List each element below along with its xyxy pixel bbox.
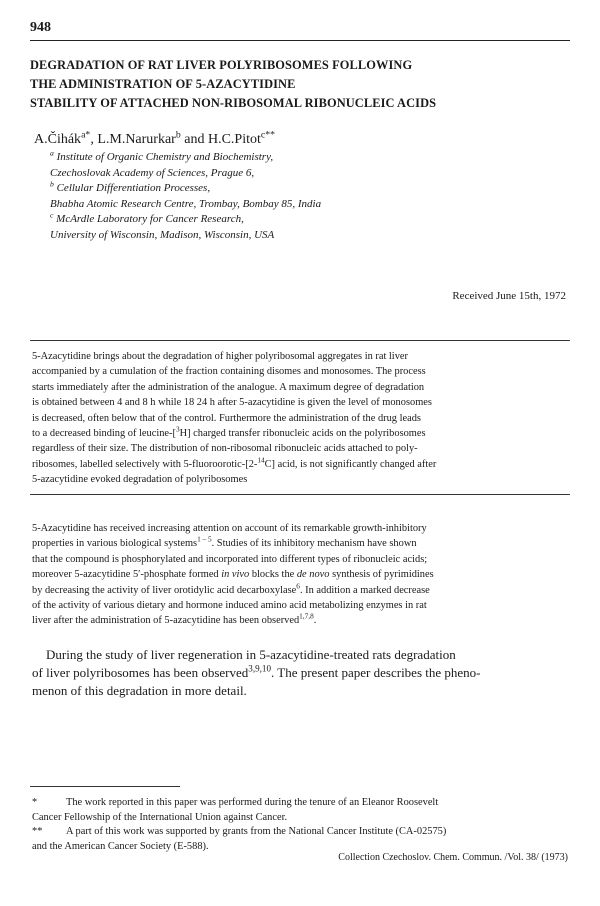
abstract-line bbox=[32, 457, 568, 472]
title-line: THE ADMINISTRATION OF 5-AZACYTIDINE bbox=[30, 77, 296, 91]
affiliation-line bbox=[50, 166, 321, 182]
text-run: During the study of liver regeneration in 5-azacytidine-treated rats degradation bbox=[46, 647, 456, 662]
affiliation-marker: b bbox=[50, 179, 54, 189]
text-run: is obtained between 4 and 8 h while 18 24 h after 5-azacytidine is given the level of monosomes bbox=[32, 397, 432, 409]
abstract bbox=[32, 349, 568, 488]
reference-superscript: 3,9,10 bbox=[248, 663, 271, 674]
text-run: that the compound is phosphorylated and incorporated into different types of ribonucleic acids; bbox=[32, 553, 428, 565]
text-run: . In addition a marked decrease bbox=[299, 584, 430, 596]
header-rule bbox=[30, 40, 570, 41]
abstract-line bbox=[32, 364, 568, 379]
body-line bbox=[32, 583, 568, 598]
affiliation-line bbox=[50, 212, 321, 228]
text-run: menon of this degradation in more detail. bbox=[32, 683, 247, 698]
footnote-continuation: Cancer Fellowship of the International Union against Cancer. bbox=[32, 811, 288, 823]
affiliation-text: University of Wisconsin, Madison, Wisconsin, USA bbox=[50, 228, 275, 241]
text-run: 5-Azacytidine brings about the degradation of higher polyribosomal aggregates in rat liver bbox=[32, 351, 408, 362]
affiliation-text: Bhabha Atomic Research Centre, Trombay, Bombay 85, India bbox=[50, 197, 322, 210]
text-run: accompanied by a cumulation of the fraction containing disomes and monosomes. The process bbox=[32, 366, 426, 378]
abstract-bottom-rule bbox=[30, 494, 570, 495]
body-line bbox=[32, 552, 568, 567]
received-date: Received June 15th, 1972 bbox=[452, 290, 566, 302]
body-line bbox=[32, 664, 568, 682]
italic-term: in vivo bbox=[221, 569, 250, 581]
abstract-line bbox=[32, 426, 568, 441]
author-separator: and bbox=[180, 132, 208, 147]
text-run: liver after the administration of 5-azacytidine has been observed bbox=[32, 615, 300, 627]
body-line bbox=[32, 646, 568, 664]
abstract-line bbox=[32, 349, 568, 364]
body-line bbox=[32, 613, 568, 628]
text-run: properties in various biological systems bbox=[32, 538, 198, 550]
text-run: H] charged transfer ribonucleic acids on the polyribosomes bbox=[179, 428, 426, 440]
affiliation-marker: c bbox=[50, 210, 54, 220]
author-name: H.C.Pitot bbox=[207, 132, 261, 147]
affiliation-line bbox=[50, 197, 321, 213]
footnote bbox=[32, 825, 568, 840]
reference-superscript: 1,7,8 bbox=[299, 612, 314, 621]
footnote-continuation: and the American Cancer Society (E-588). bbox=[32, 840, 209, 852]
text-run: 5-azacytidine evoked degradation of polyribosomes bbox=[32, 474, 248, 486]
isotope-superscript: 3 bbox=[175, 425, 180, 434]
text-run: is decreased, often below that of the control. Furthermore the administration of the drug leads bbox=[32, 412, 421, 424]
footnote-text: A part of this work was supported by grants from the National Cancer Institute (CA-02575) bbox=[66, 826, 447, 837]
abstract-top-rule bbox=[30, 340, 570, 341]
body-line bbox=[32, 536, 568, 551]
affiliation-marker: a bbox=[50, 148, 54, 158]
abstract-line bbox=[32, 441, 568, 456]
footnote-marker: * bbox=[32, 797, 38, 808]
text-run: . The present paper describes the pheno- bbox=[271, 665, 481, 680]
text-run: of the activity of various dietary and hormone induced amino acid metabolizing enzymes in rat bbox=[32, 600, 427, 612]
affiliation-text: Cellular Differentiation Processes, bbox=[56, 182, 211, 195]
footnote bbox=[32, 796, 568, 811]
footnotes bbox=[32, 796, 568, 854]
text-run: . bbox=[313, 615, 317, 627]
text-run: synthesis of pyrimidines bbox=[329, 569, 434, 581]
affiliations bbox=[50, 150, 321, 244]
title-line: DEGRADATION OF RAT LIVER POLYRIBOSOMES FOLLOWING bbox=[30, 58, 413, 72]
text-run: to a decreased binding of leucine-[ bbox=[32, 428, 176, 440]
reference-superscript: 6 bbox=[296, 582, 300, 591]
text-run: 5-Azacytidine has received increasing attention on account of its remarkable growth-inhibitory bbox=[32, 523, 427, 534]
reference-superscript: 1 – 5 bbox=[197, 535, 212, 544]
affiliation-text: Institute of Organic Chemistry and Biochemistry, bbox=[56, 151, 274, 163]
italic-term: de novo bbox=[296, 569, 330, 581]
author-marker: c** bbox=[260, 129, 276, 141]
isotope-superscript: 14 bbox=[257, 456, 265, 465]
journal-citation: Collection Czechoslov. Chem. Commun. /Vol. 38/ (1973) bbox=[338, 852, 568, 863]
author-marker: a* bbox=[81, 129, 91, 141]
author-list bbox=[34, 129, 276, 148]
page-number: 948 bbox=[30, 20, 51, 35]
body-line bbox=[32, 682, 568, 700]
affiliation-line bbox=[50, 150, 321, 166]
affiliation-text: Czechoslovak Academy of Sciences, Prague 6, bbox=[50, 166, 255, 179]
footnote-marker: ** bbox=[32, 826, 43, 837]
body-paragraph-2 bbox=[32, 646, 568, 700]
body-paragraph-1 bbox=[32, 521, 568, 629]
footnote-text: The work reported in this paper was performed during the tenure of an Eleanor Roosevelt bbox=[66, 797, 439, 808]
affiliation-text: McArdle Laboratory for Cancer Research, bbox=[56, 213, 244, 226]
author-marker: b bbox=[175, 129, 181, 141]
author-name: L.M.Narurkar bbox=[97, 132, 176, 147]
body-line bbox=[32, 567, 568, 582]
text-run: regardless of their size. The distribution of non-ribosomal ribonucleic acids attached to poly- bbox=[32, 443, 418, 455]
text-run: blocks the bbox=[249, 569, 297, 581]
abstract-line bbox=[32, 472, 568, 487]
text-run: ribosomes, labelled selectively with 5-fluoroorotic-[2- bbox=[32, 458, 258, 470]
body-line bbox=[32, 521, 568, 536]
abstract-line bbox=[32, 395, 568, 410]
affiliation-line bbox=[50, 181, 321, 197]
text-run: . Studies of its inhibitory mechanism have shown bbox=[211, 538, 417, 550]
text-run: of liver polyribosomes has been observed bbox=[32, 665, 249, 680]
text-run: moreover 5-azacytidine 5′-phosphate formed bbox=[32, 569, 222, 581]
abstract-line bbox=[32, 380, 568, 395]
author-name: A.Čihák bbox=[34, 132, 82, 147]
abstract-line bbox=[32, 411, 568, 426]
text-run: starts immediately after the administration of the analogue. A maximum degree of degradation bbox=[32, 381, 425, 393]
affiliation-line bbox=[50, 228, 321, 244]
body-line bbox=[32, 598, 568, 613]
text-run: by decreasing the activity of liver orotidylic acid decarboxylase bbox=[32, 584, 297, 596]
footnote-rule bbox=[30, 786, 180, 787]
text-run: C] acid, is not significantly changed after bbox=[264, 458, 437, 470]
author-separator: , bbox=[90, 132, 98, 147]
article-title bbox=[30, 56, 575, 113]
title-line: STABILITY OF ATTACHED NON-RIBOSOMAL RIBONUCLEIC ACIDS bbox=[30, 96, 437, 110]
